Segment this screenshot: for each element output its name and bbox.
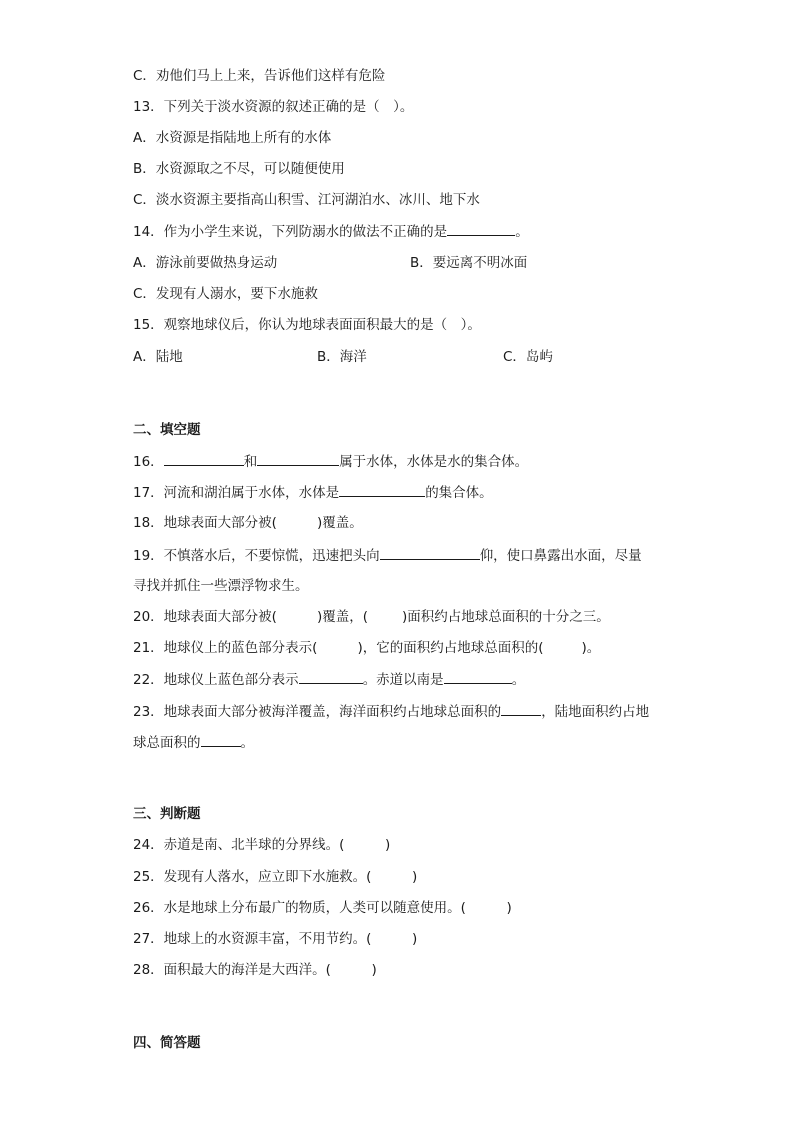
q21-end: )。 [581, 640, 601, 656]
q22 [133, 669, 525, 689]
q15-option-b: B．海洋 [317, 349, 367, 365]
q23-mid: ，陆地面积约占地 [541, 704, 650, 720]
q22-blank-2[interactable] [444, 669, 512, 684]
q23-start: 23．地球表面大部分被海洋覆盖，海洋面积约占地球总面积的 [133, 704, 502, 720]
q13-option-a: A．水资源是指陆地上所有的水体 [133, 130, 332, 146]
q20-mid: )覆盖，( [316, 609, 368, 625]
q22-mid: 。赤道以南是 [362, 672, 444, 688]
q16-blank-1[interactable] [164, 451, 244, 466]
section-4-title: 四、简答题 [133, 1035, 201, 1051]
q16-mid: 和 [243, 454, 258, 470]
q14-option-c: C．发现有人溺水，要下水施救 [133, 286, 318, 302]
q27: 27．地球上的水资源丰富，不用节约。( ) [133, 931, 418, 947]
q14-stem [133, 221, 529, 241]
q20 [133, 607, 610, 627]
q16-blank-2[interactable] [257, 451, 339, 466]
q19-end: 仰，使口鼻露出水面，尽量 [479, 548, 642, 564]
q16-num: 16． [133, 454, 164, 470]
q14-stem-text: 14．作为小学生来说，下列防溺水的做法不正确的是 [133, 224, 448, 240]
q25: 25．发现有人落水，应立即下水施救。( ) [133, 869, 418, 885]
q22-blank-1[interactable] [299, 669, 363, 684]
q20-start: 20．地球表面大部分被( [133, 609, 277, 625]
q15-option-a: A．陆地 [133, 349, 183, 365]
q18 [133, 513, 363, 533]
q20-end: )面积约占地球总面积的十分之三。 [402, 609, 610, 625]
q17-start: 17．河流和湖泊属于水体，水体是 [133, 485, 340, 501]
q21-start: 21．地球仪上的蓝色部分表示( [133, 640, 318, 656]
q17 [133, 482, 493, 502]
q19-line-2: 寻找并抓住一些漂浮物求生。 [133, 578, 309, 594]
q14-stem-end: 。 [515, 224, 529, 240]
section-2-title: 二、填空题 [133, 422, 201, 438]
q16-end: 属于水体，水体是水的集合体。 [339, 454, 529, 470]
q19-blank[interactable] [380, 545, 480, 560]
q14-option-b: B．要远离不明冰面 [410, 255, 528, 271]
section-3-title: 三、判断题 [133, 806, 201, 822]
q18-start: 18．地球表面大部分被( [133, 515, 277, 531]
q26: 26．水是地球上分布最广的物质，人类可以随意使用。( ) [133, 900, 512, 916]
q15-option-c: C．岛屿 [503, 349, 553, 365]
q14-answer-blank[interactable] [447, 221, 515, 236]
q23-line-1 [133, 701, 649, 721]
q23-line2-start: 球总面积的 [133, 735, 201, 751]
q18-end: )覆盖。 [316, 515, 363, 531]
q28: 28．面积最大的海洋是大西洋。( ) [133, 962, 377, 978]
q23-blank-1[interactable] [501, 701, 541, 716]
q22-end: 。 [511, 672, 526, 688]
q13-stem: 13．下列关于淡水资源的叙述正确的是（ ）。 [133, 99, 414, 115]
q17-blank[interactable] [339, 482, 425, 497]
q19-line-1 [133, 545, 642, 565]
q15-stem: 15．观察地球仪后，你认为地球表面面积最大的是（ ）。 [133, 317, 481, 333]
q21-mid: )，它的面积约占地球总面积的( [357, 640, 544, 656]
q23-line2-end: 。 [240, 735, 254, 751]
q21 [133, 638, 600, 658]
q22-start: 22．地球仪上蓝色部分表示 [133, 672, 299, 688]
q24: 24．赤道是南、北半球的分界线。( ) [133, 837, 391, 853]
q12-option-c: C．劝他们马上上来，告诉他们这样有危险 [133, 68, 386, 84]
q13-option-c: C．淡水资源主要指高山积雪、江河湖泊水、冰川、地下水 [133, 192, 480, 208]
q16 [133, 451, 528, 471]
q14-option-a: A．游泳前要做热身运动 [133, 255, 278, 271]
q13-option-b: B．水资源取之不尽，可以随便使用 [133, 161, 345, 177]
q19-start: 19．不慎落水后，不要惊慌，迅速把头向 [133, 548, 380, 564]
q23-blank-2[interactable] [201, 732, 241, 747]
q17-end: 的集合体。 [425, 485, 493, 501]
q23-line-2 [133, 732, 254, 752]
